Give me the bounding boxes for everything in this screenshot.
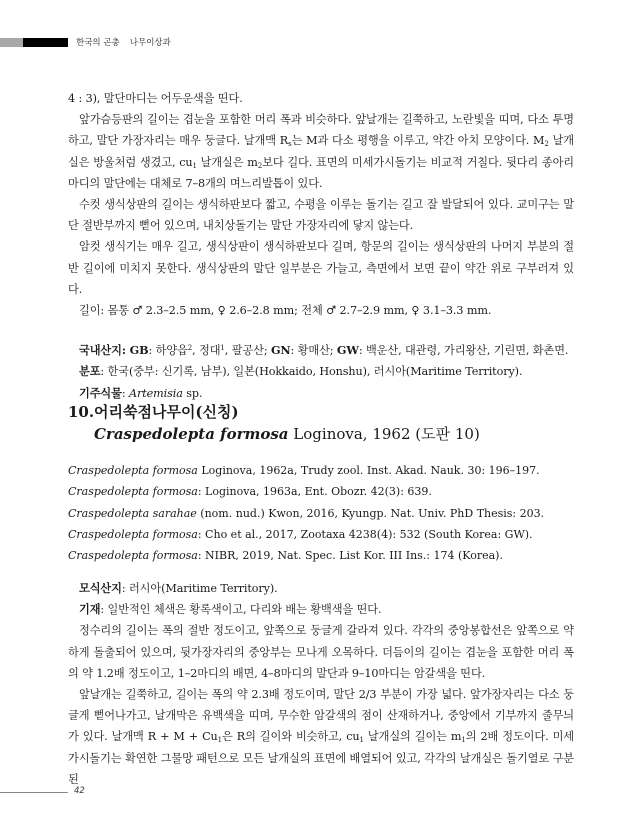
species-korean-name: 어리쑥점나무이(신칭) xyxy=(94,403,239,421)
paragraph-length: 길이: 몸통 ♂ 2.3–2.5 mm, ♀ 2.6–2.8 mm; 전체 ♂ 2.7–2.9 mm, ♀ 3.1–3.3 mm. xyxy=(79,304,492,318)
host-plant: 기주식물: Artemisia sp. xyxy=(79,385,203,400)
page-number: 42 xyxy=(74,786,85,796)
species-heading xyxy=(68,401,239,423)
synonymy-list xyxy=(68,460,574,566)
type-locality: 모식산지: 러시아(Maritime Territory). xyxy=(79,581,278,595)
header-book-title: 한국의 곤충 xyxy=(76,38,120,48)
synonymy-entry: Craspedolepta formosa Loginova, 1962a, Trudy zool. Inst. Akad. Nauk. 30: 196–197. xyxy=(68,464,540,477)
species-authority: Loginova, 1962 xyxy=(288,425,411,443)
synonymy-entry: Craspedolepta sarahae (nom. nud.) Kwon, 2016, Kyungp. Nat. Univ. PhD Thesis: 203. xyxy=(68,506,545,520)
paragraph-forewing: 앞날개는 길쭉하고, 길이는 폭의 약 2.3배 정도이며, 말단 2/3 부분이 가장 넓다. 앞가장자리는 다소 둥글게 뻗어나가고, 날개막은 유백색을 띠며, 무수한 암갈색의 점이 산재하거나, 중앙에서 기부까지 줄무늬가 있다. 날개맥 $R + M + Cu_1$은 R의 길이와 비슷하고, $cu_1$ 날개실의 길이는 $m_1$의 2배 정도이다. 미세가시돌기는 확연한 그물망 패턴으로 모든 날개실의 표면에 배열되어 있고, 각각의 날개실은 돌기열로 구분된 xyxy=(68,688,574,786)
paragraph-continuation: 4 : 3), 말단마디는 어두운색을 띤다. xyxy=(68,92,243,105)
plate-reference: (도판 10) xyxy=(410,425,480,443)
species-scientific-heading xyxy=(94,423,480,445)
domestic-localities: 국내산지: GB: 하양읍$^2$, 정대$^1$, 팔공산; GN: 황매산; GW: 백운산, 대관령, 가리왕산, 기린면, 화촌면. xyxy=(79,343,569,358)
description-coloration: 기재: 일반적인 체색은 황록색이고, 다리와 배는 황백색을 띤다. xyxy=(79,602,382,617)
paragraph-thorax-wings: 앞가슴등판의 길이는 겹눈을 포함한 머리 폭과 비슷하다. 앞날개는 길쭉하고, 노란빛을 띠며, 다소 투명하고, 말단 가장자리는 매우 둥글다. 날개맥 $R_s$는 M과 다소 평행을 이루고, 약간 아치 모양이다. $M_2$ 날개실은 방울처럼 생겼고, $cu_1$ 날개실은 $m_2$보다 길다. 표면의 미세가시돌기는 비교적 거칠다. 뒷다리 종아리마디의 말단에는 대체로 7–8개의 며느리발톱이 있다. xyxy=(68,113,575,190)
distribution: 분포: 한국(중부: 신기록, 남부), 일본(Hokkaido, Honshu), 러시아(Maritime Territory). xyxy=(79,364,523,379)
species-scientific-name: Craspedolepta formosa xyxy=(94,425,289,443)
footer-rule xyxy=(0,792,68,793)
header-chapter: 나무이상과 xyxy=(129,38,171,48)
header-bar-gray xyxy=(0,38,23,47)
species-description xyxy=(68,578,574,790)
paragraph-female-genitalia: 암컷 생식기는 매우 길고, 생식상판이 생식하판보다 길며, 항문의 길이는 생식상판의 나머지 부분의 절반 길이에 미치지 못한다. 생식상판의 말단 일부분은 가늘고, 측면에서 보면 끝이 약간 위로 구부러져 있다. xyxy=(68,240,574,296)
paragraph-male-genitalia: 수컷 생식상판의 길이는 생식하판보다 짧고, 수평을 이루는 돌기는 길고 잘 발달되어 있다. 교미구는 말단 절반부까지 뻗어 있으며, 내치상돌기는 말단 가장자리에 닿지 않는다. xyxy=(68,198,574,233)
species-number: 10. xyxy=(68,403,95,421)
synonymy-entry: Craspedolepta formosa: Cho et al., 2017, Zootaxa 4238(4): 532 (South Korea: GW). xyxy=(68,527,533,541)
running-header xyxy=(0,36,171,48)
paragraph-head: 정수리의 길이는 폭의 절반 정도이고, 앞쪽으로 둥글게 갈라져 있다. 각각의 중앙봉합선은 앞쪽으로 약하게 돌출되어 있으며, 뒷가장자리의 중앙부는 모나게 오목하다. 더듬이의 길이는 겹눈을 포함한 머리 폭의 약 1.2배 정도이고, 1–2마디의 배면, 4–8마디의 말단과 9–10마디는 암갈색을 띤다. xyxy=(68,624,574,680)
header-bar-black xyxy=(23,38,68,47)
previous-species-description xyxy=(68,88,574,404)
synonymy-entry: Craspedolepta formosa: Loginova, 1963a, Ent. Obozr. 42(3): 639. xyxy=(68,485,432,499)
synonymy-entry: Craspedolepta formosa: NIBR, 2019, Nat. Spec. List Kor. III Ins.: 174 (Korea). xyxy=(68,549,503,563)
